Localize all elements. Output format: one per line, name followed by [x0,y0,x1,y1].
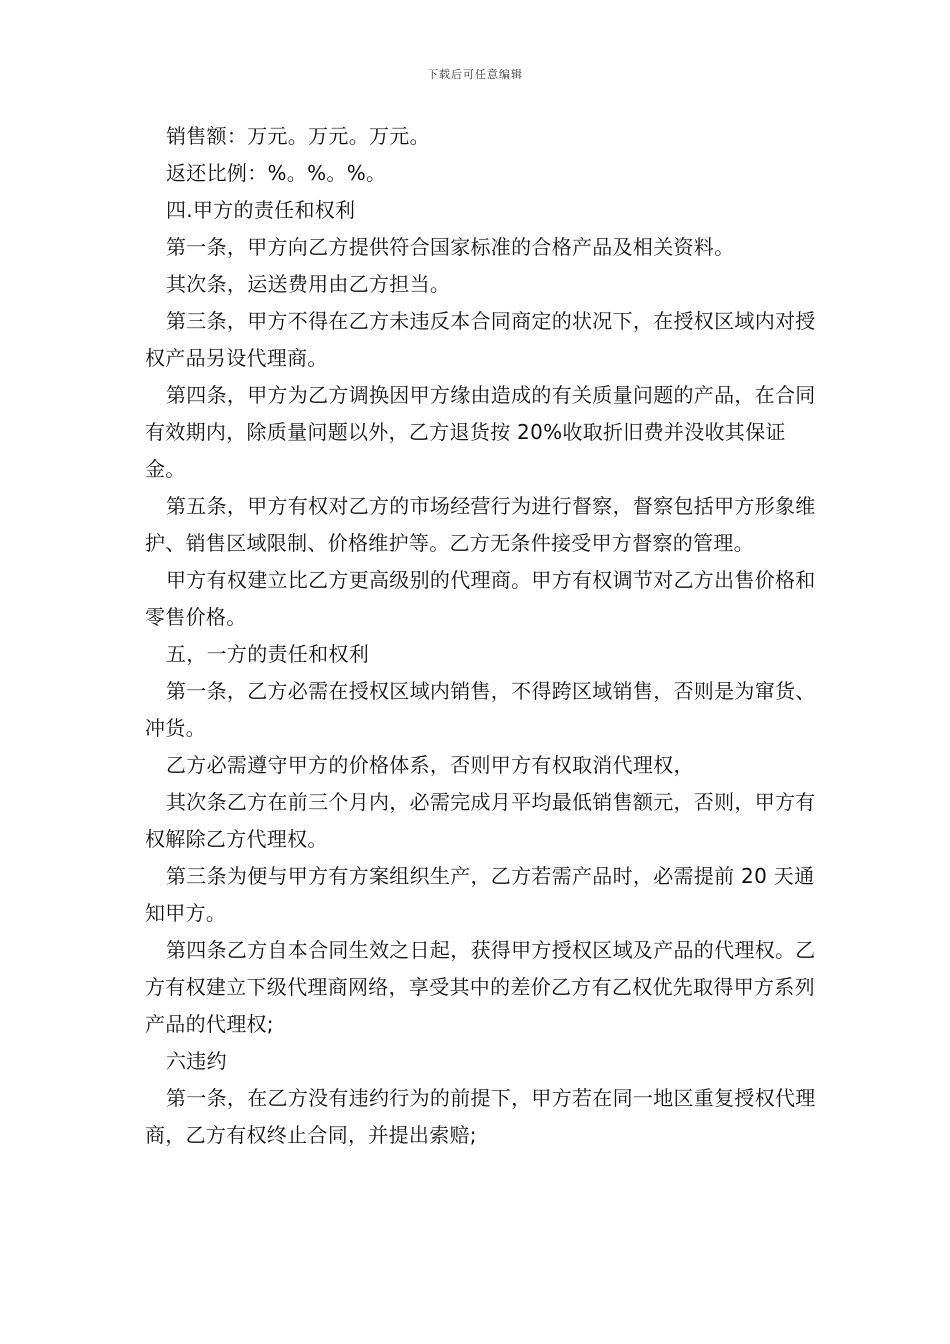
page-header: 下载后可任意编辑 [427,68,523,81]
paragraph: 其次条，运送费用由乙方担当。 [166,272,451,296]
paragraph: 第四条乙方自本合同生效之日起，获得甲方授权区域及产品的代理权。乙方有权建立下级代理商网络，享受其中的差价乙方有乙权优先取得甲方系列产品的代理权; [145,938,816,1036]
paragraph: 甲方有权建立比乙方更高级别的代理商。甲方有权调节对乙方出售价格和零售价格。 [145,568,816,629]
document-body [145,118,825,1154]
paragraph: 第三条为便与甲方有方案组织生产，乙方若需产品时，必需提前 20 天通知甲方。 [145,864,815,925]
paragraph: 乙方必需遵守甲方的价格体系，否则甲方有权取消代理权， [166,753,694,777]
section-heading-party-a: 四.甲方的责任和权利 [166,198,356,222]
paragraph: 第三条，甲方不得在乙方未违反本合同商定的状况下，在授权区域内对授权产品另设代理商。 [145,309,816,370]
paragraph-sales-amount: 销售额：万元。万元。万元。 [166,124,430,148]
paragraph: 第四条，甲方为乙方调换因甲方缘由造成的有关质量问题的产品，在合同有效期内，除质量问题以外，乙方退货按 20%收取折旧费并没收其保证金。 [145,383,816,481]
paragraph: 第一条，乙方必需在授权区域内销售，不得跨区域销售，否则是为窜货、冲货。 [145,679,816,740]
paragraph: 第五条，甲方有权对乙方的市场经营行为进行督察，督察包括甲方形象维护、销售区域限制、价格维护等。乙方无条件接受甲方督察的管理。 [145,494,816,555]
paragraph: 第一条，甲方向乙方提供符合国家标准的合格产品及相关资料。 [166,235,735,259]
paragraph-return-ratio: 返还比例：%。%。%。 [166,161,387,185]
section-heading-breach: 六违约 [166,1049,227,1073]
paragraph: 其次条乙方在前三个月内，必需完成月平均最低销售额元，否则，甲方有权解除乙方代理权。 [145,790,816,851]
paragraph: 第一条，在乙方没有违约行为的前提下，甲方若在同一地区重复授权代理商，乙方有权终止合同，并提出索赔; [145,1086,816,1147]
section-heading-party-b: 五，一方的责任和权利 [166,642,369,666]
